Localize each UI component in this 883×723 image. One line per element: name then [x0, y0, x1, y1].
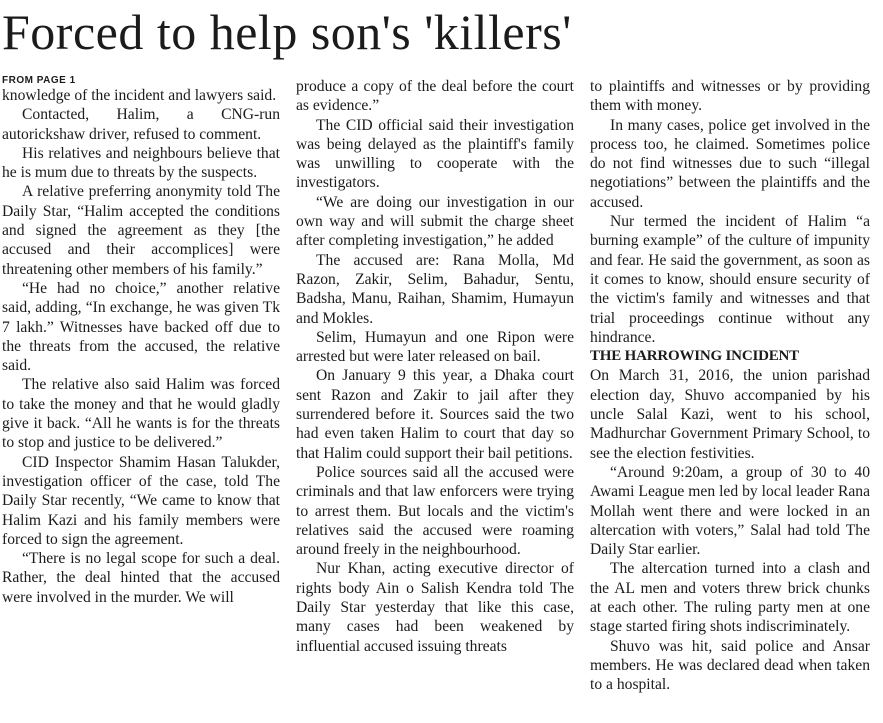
article-column-3 — [590, 77, 870, 723]
paragraph: “He had no choice,” another relative said, adding, “In exchange, he was given Tk 7 lakh.” Witnesses have backed off due to the threats from the accused, the relative said. — [2, 279, 280, 375]
article-column-1 — [2, 74, 280, 720]
paragraph: produce a copy of the deal before the court as evidence.” — [296, 78, 574, 115]
paragraph: Shuvo was hit, said police and Ansar members. He was declared dead when taken to a hospital. — [590, 637, 870, 694]
paragraph: The altercation turned into a clash and the AL men and voters threw brick chunks at each other. The ruling party men at one stage started firing shots indiscriminately. — [590, 560, 870, 636]
paragraph: Nur Khan, acting executive director of rights body Ain o Salish Kendra told The Daily Star yesterday that like this case, many cases had been weakened by influential accused issuing threats — [296, 560, 574, 655]
paragraph: “Around 9:20am, a group of 30 to 40 Awami League men led by local leader Rana Mollah went there and were locked in an altercation with voters,” Salal had told The Daily Star earlier. — [590, 463, 870, 559]
paragraph: In many cases, police get involved in the process too, he claimed. Sometimes police do not find witnesses due to such “illegal negotiations” between the plaintiffs and the accused. — [590, 116, 870, 211]
paragraph: “There is no legal scope for such a deal. Rather, the deal hinted that the accused were involved in the murder. We will — [2, 550, 280, 606]
paragraph: A relative preferring anonymity told The Daily Star, “Halim accepted the conditions and signed the agreement as they [the accused and their accomplices] were threatening other members of his family.” — [2, 183, 280, 278]
continuation-kicker: FROM PAGE 1 — [2, 75, 76, 86]
paragraph: The relative also said Halim was forced to take the money and that he would gladly give it back. “All he wants is for the threats to stop and justice to be delivered.” — [2, 376, 280, 452]
paragraph: Contacted, Halim, a CNG-run autorickshaw driver, refused to comment. — [2, 106, 280, 143]
paragraph: The CID official said their investigation was being delayed as the plaintiff's family was unwilling to cooperate with the investigators. — [296, 116, 574, 192]
paragraph: Police sources said all the accused were criminals and that law enforcers were trying to arrest them. But locals and the victim's relatives said the accused were roaming around freely in the neighbourhood. — [296, 463, 574, 559]
section-subhead: THE HARROWING INCIDENT — [590, 348, 799, 365]
paragraph: On March 31, 2016, the union parishad election day, Shuvo accompanied by his uncle Salal Kazi, went to his school, Madhurchar Government Primary School, to see the election festivities. — [590, 367, 870, 462]
paragraph: “We are doing our investigation in our own way and will submit the charge sheet after completing investigation,” he added — [296, 193, 574, 250]
paragraph: Selim, Humayun and one Ripon were arrested but were later released on bail. — [296, 328, 574, 366]
paragraph: knowledge of the incident and lawyers said. — [2, 87, 277, 104]
headline: Forced to help son's 'killers' — [2, 4, 572, 60]
paragraph: On January 9 this year, a Dhaka court sent Razon and Zakir to jail after they surrendered before it. Sources said the two had even taken Halim to court that day so that Halim could support their bail petitions. — [296, 367, 574, 462]
paragraph: Nur termed the incident of Halim “a burning example” of the culture of impunity and fear. He said the government, as soon as it comes to know, should ensure security of the victim's family and witnesses and that trial proceedings continue without any hindrance. — [590, 213, 870, 346]
paragraph: to plaintiffs and witnesses or by providing them with money. — [590, 78, 870, 115]
article-column-2 — [296, 77, 574, 723]
paragraph: His relatives and neighbours believe that he is mum due to threats by the suspects. — [2, 144, 280, 182]
paragraph: CID Inspector Shamim Hasan Talukder, investigation officer of the case, told The Daily Star recently, “We came to know that Halim Kazi and his family members were forced to sign the agreement. — [2, 453, 280, 548]
paragraph: The accused are: Rana Molla, Md Razon, Zakir, Selim, Bahadur, Sentu, Badsha, Manu, Raihan, Shamim, Humayun and Mokles. — [296, 251, 574, 327]
